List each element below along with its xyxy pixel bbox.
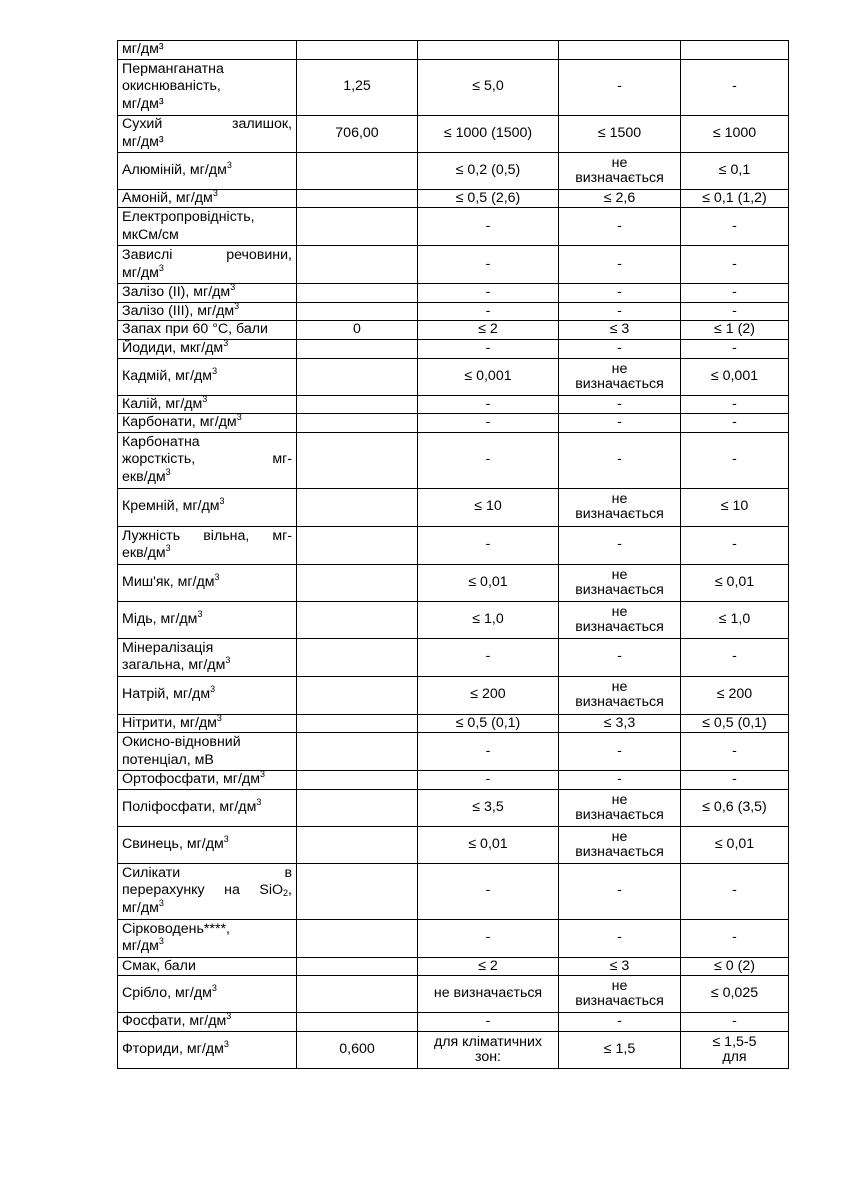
norm-c: - — [681, 432, 789, 488]
measured-value — [297, 863, 418, 919]
norm-b: не визначається — [559, 488, 681, 526]
norm-a: ≤ 0,001 — [418, 358, 559, 395]
table-row — [118, 1013, 789, 1032]
measured-value — [297, 676, 418, 714]
norm-a: ≤ 1,0 — [418, 601, 559, 638]
norm-c: - — [681, 771, 789, 790]
norm-b: - — [559, 863, 681, 919]
norm-c — [681, 41, 789, 60]
table-row — [118, 976, 789, 1013]
indicator-name: Поліфосфати, $мг/дм^3$ — [118, 789, 297, 826]
norm-a: - — [418, 733, 559, 771]
norm-b: ≤ 1,5 — [559, 1031, 681, 1068]
norm-c: ≤ 0,01 — [681, 826, 789, 863]
indicator-name: Електропровідність, мкСм/см — [118, 208, 297, 246]
norm-a: - — [418, 863, 559, 919]
norm-a: - — [418, 208, 559, 246]
indicator-name: Амоній, $мг/дм^3$ — [118, 189, 297, 208]
norm-b: не визначається — [559, 601, 681, 638]
norm-c: - — [681, 919, 789, 957]
norm-b — [559, 41, 681, 60]
norm-b: ≤ 3,3 — [559, 714, 681, 733]
measured-value — [297, 432, 418, 488]
indicator-name: Окисно-відновний потенціал, мВ — [118, 733, 297, 771]
measured-value — [297, 152, 418, 189]
indicator-name: Перманганатна окиснюваність, мг/дм³ — [118, 59, 297, 115]
indicator-name: Ортофосфати, $мг/дм^3$ — [118, 771, 297, 790]
norm-b: ≤ 1500 — [559, 115, 681, 152]
norm-b: не визначається — [559, 976, 681, 1013]
norm-c: ≤ 1,5-5 для — [681, 1031, 789, 1068]
norm-c: ≤ 0,1 (1,2) — [681, 189, 789, 208]
table-row — [118, 41, 789, 60]
table-row — [118, 414, 789, 433]
indicator-name: мг/дм³ — [118, 41, 297, 60]
table-row — [118, 564, 789, 601]
measured-value — [297, 246, 418, 284]
measured-value — [297, 488, 418, 526]
table-row — [118, 676, 789, 714]
norm-a: ≤ 0,5 (2,6) — [418, 189, 559, 208]
norm-a: - — [418, 771, 559, 790]
norm-b: не визначається — [559, 564, 681, 601]
measured-value: 0 — [297, 321, 418, 340]
norm-b: - — [559, 302, 681, 321]
norm-a: для кліматичних зон: — [418, 1031, 559, 1068]
norm-c: - — [681, 208, 789, 246]
norm-c: - — [681, 340, 789, 359]
norm-c: - — [681, 302, 789, 321]
norm-b: - — [559, 919, 681, 957]
norm-a: - — [418, 302, 559, 321]
measured-value — [297, 564, 418, 601]
measured-value: 1,25 — [297, 59, 418, 115]
water-quality-table — [117, 40, 789, 1069]
norm-a: - — [418, 526, 559, 564]
measured-value — [297, 714, 418, 733]
table-row — [118, 957, 789, 976]
norm-a: - — [418, 246, 559, 284]
indicator-name: Натрій, $мг/дм^3$ — [118, 676, 297, 714]
norm-b: не визначається — [559, 358, 681, 395]
indicator-name: Калій, $мг/дм^3$ — [118, 395, 297, 414]
indicator-name: Нітрити, $мг/дм^3$ — [118, 714, 297, 733]
norm-a: - — [418, 284, 559, 303]
norm-c: ≤ 0,025 — [681, 976, 789, 1013]
norm-c: - — [681, 638, 789, 676]
measured-value — [297, 919, 418, 957]
indicator-name: Завислі речовини, $мг/дм^3$ — [118, 246, 297, 284]
norm-a: - — [418, 1013, 559, 1032]
measured-value — [297, 340, 418, 359]
measured-value — [297, 302, 418, 321]
norm-a: - — [418, 432, 559, 488]
norm-b: ≤ 2,6 — [559, 189, 681, 208]
norm-c: - — [681, 733, 789, 771]
norm-b: - — [559, 414, 681, 433]
table-row — [118, 601, 789, 638]
norm-c: - — [681, 863, 789, 919]
table-row — [118, 919, 789, 957]
norm-b: не визначається — [559, 676, 681, 714]
norm-b: не визначається — [559, 826, 681, 863]
indicator-name: Залізо (II), $мг/дм^3$ — [118, 284, 297, 303]
indicator-name: Кремній, $мг/дм^3$ — [118, 488, 297, 526]
norm-c: ≤ 200 — [681, 676, 789, 714]
norm-b: - — [559, 1013, 681, 1032]
norm-a: ≤ 0,01 — [418, 564, 559, 601]
indicator-name: Мідь, $мг/дм^3$ — [118, 601, 297, 638]
table-row — [118, 771, 789, 790]
norm-a: ≤ 5,0 — [418, 59, 559, 115]
indicator-name: Фосфати, $мг/дм^3$ — [118, 1013, 297, 1032]
indicator-name: Срібло, $мг/дм^3$ — [118, 976, 297, 1013]
indicator-name: Сухий залишок, мг/дм³ — [118, 115, 297, 152]
norm-a: - — [418, 414, 559, 433]
table-row — [118, 189, 789, 208]
norm-c: ≤ 0,6 (3,5) — [681, 789, 789, 826]
norm-b: - — [559, 59, 681, 115]
indicator-name: Смак, бали — [118, 957, 297, 976]
table-row — [118, 488, 789, 526]
norm-a — [418, 41, 559, 60]
measured-value — [297, 957, 418, 976]
measured-value — [297, 1013, 418, 1032]
measured-value — [297, 189, 418, 208]
indicator-name: Запах при 60 °С, бали — [118, 321, 297, 340]
table-row — [118, 714, 789, 733]
indicator-name: Кадмій, $мг/дм^3$ — [118, 358, 297, 395]
norm-b: ≤ 3 — [559, 321, 681, 340]
norm-b: - — [559, 432, 681, 488]
norm-c: - — [681, 414, 789, 433]
norm-a: ≤ 2 — [418, 321, 559, 340]
norm-c: ≤ 0,001 — [681, 358, 789, 395]
norm-b: ≤ 3 — [559, 957, 681, 976]
indicator-name: Залізо (III), $мг/дм^3$ — [118, 302, 297, 321]
measured-value — [297, 395, 418, 414]
table-row — [118, 789, 789, 826]
measured-value — [297, 208, 418, 246]
norm-c: ≤ 1000 — [681, 115, 789, 152]
measured-value: 0,600 — [297, 1031, 418, 1068]
measured-value — [297, 41, 418, 60]
norm-c: - — [681, 526, 789, 564]
norm-a: ≤ 10 — [418, 488, 559, 526]
measured-value — [297, 638, 418, 676]
norm-c: - — [681, 284, 789, 303]
table-row — [118, 59, 789, 115]
indicator-name: Лужність вільна, мг- екв/$дм^3$ — [118, 526, 297, 564]
norm-a: ≤ 1000 (1500) — [418, 115, 559, 152]
table-row — [118, 302, 789, 321]
table-row — [118, 638, 789, 676]
norm-b: - — [559, 395, 681, 414]
measured-value — [297, 826, 418, 863]
indicator-name: Карбонатна жорсткість, мг- екв/$дм^3$ — [118, 432, 297, 488]
measured-value: 706,00 — [297, 115, 418, 152]
norm-a: - — [418, 340, 559, 359]
indicator-name: Алюміній, $мг/дм^3$ — [118, 152, 297, 189]
norm-c: ≤ 0,1 — [681, 152, 789, 189]
table-row — [118, 863, 789, 919]
norm-c: - — [681, 1013, 789, 1032]
norm-a: - — [418, 638, 559, 676]
indicator-name: Свинець, $мг/дм^3$ — [118, 826, 297, 863]
norm-a: - — [418, 395, 559, 414]
table-body — [118, 41, 789, 1069]
measured-value — [297, 358, 418, 395]
measured-value — [297, 733, 418, 771]
measured-value — [297, 601, 418, 638]
table-row — [118, 208, 789, 246]
indicator-name: Силікати в перерахунку на SiO$_2$, $мг/дм^3$ — [118, 863, 297, 919]
indicator-name: Мінералізація загальна, $мг/дм^3$ — [118, 638, 297, 676]
table-row — [118, 526, 789, 564]
measured-value — [297, 976, 418, 1013]
norm-b: - — [559, 733, 681, 771]
norm-b: - — [559, 208, 681, 246]
norm-c: - — [681, 59, 789, 115]
indicator-name: Фториди, $мг/дм^3$ — [118, 1031, 297, 1068]
measured-value — [297, 414, 418, 433]
table-row — [118, 340, 789, 359]
indicator-name: Йодиди, мкг/$дм^3$ — [118, 340, 297, 359]
table-row — [118, 115, 789, 152]
norm-b: - — [559, 526, 681, 564]
table-row — [118, 733, 789, 771]
measured-value — [297, 789, 418, 826]
norm-a: ≤ 0,2 (0,5) — [418, 152, 559, 189]
norm-b: - — [559, 638, 681, 676]
norm-b: - — [559, 340, 681, 359]
indicator-name: Миш'як, $мг/дм^3$ — [118, 564, 297, 601]
indicator-name: Сірководень****, $мг/дм^3$ — [118, 919, 297, 957]
table-row — [118, 152, 789, 189]
table-row — [118, 321, 789, 340]
norm-b: не визначається — [559, 789, 681, 826]
norm-c: - — [681, 246, 789, 284]
norm-c: ≤ 0 (2) — [681, 957, 789, 976]
norm-a: ≤ 0,01 — [418, 826, 559, 863]
norm-a: ≤ 3,5 — [418, 789, 559, 826]
indicator-name: Карбонати, $мг/дм^3$ — [118, 414, 297, 433]
norm-c: ≤ 0,5 (0,1) — [681, 714, 789, 733]
norm-c: - — [681, 395, 789, 414]
table-row — [118, 432, 789, 488]
norm-c: ≤ 1,0 — [681, 601, 789, 638]
norm-a: ≤ 0,5 (0,1) — [418, 714, 559, 733]
norm-a: ≤ 2 — [418, 957, 559, 976]
norm-a: ≤ 200 — [418, 676, 559, 714]
norm-b: не визначається — [559, 152, 681, 189]
norm-c: ≤ 1 (2) — [681, 321, 789, 340]
table-row — [118, 284, 789, 303]
norm-b: - — [559, 771, 681, 790]
norm-c: ≤ 10 — [681, 488, 789, 526]
table-row — [118, 246, 789, 284]
norm-a: - — [418, 919, 559, 957]
table-row — [118, 826, 789, 863]
measured-value — [297, 526, 418, 564]
measured-value — [297, 771, 418, 790]
table-row — [118, 358, 789, 395]
norm-a: не визначається — [418, 976, 559, 1013]
measured-value — [297, 284, 418, 303]
table-row — [118, 1031, 789, 1068]
norm-b: - — [559, 284, 681, 303]
table-row — [118, 395, 789, 414]
norm-c: ≤ 0,01 — [681, 564, 789, 601]
norm-b: - — [559, 246, 681, 284]
